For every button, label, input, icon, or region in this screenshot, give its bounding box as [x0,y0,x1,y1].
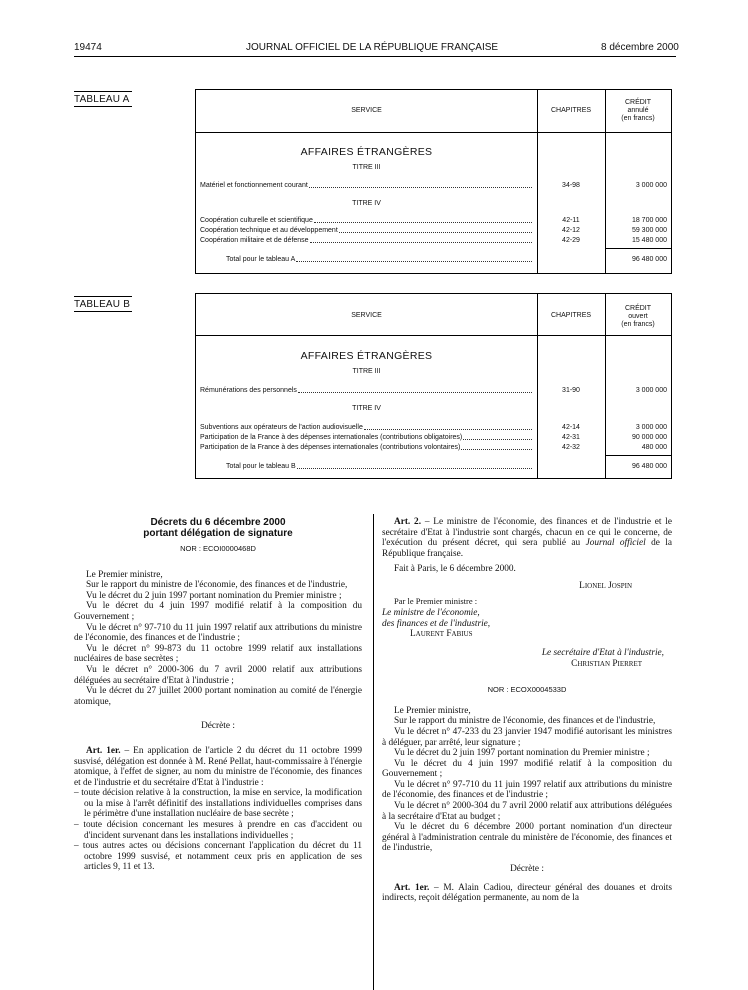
signature-jospin: Lionel Jospin [579,580,632,591]
paragraph: Vu le décret n° 2000-306 du 7 avril 2000 relatif aux attributions déléguées au secrétaire d'Etat à l'industrie ; [74,664,362,686]
paragraph: Vu le décret du 4 juin 1997 modifié relatif à la composition du Gouvernement ; [382,758,672,780]
paragraph: Vu le décret n° 2000-304 du 7 avril 2000 relatif aux attributions déléguées à la secrétaire d'Etat au budget ; [382,801,672,822]
total-amount: 96 480 000 [631,256,667,263]
col-credit-header-1: CRÉDIT [624,305,652,312]
right-column [382,517,672,904]
row-label: Participation de la France à des dépenses internationales (contributions volontaires) [200,444,461,451]
issue-date: 8 décembre 2000 [601,42,679,53]
decrete: Décrète : [201,721,235,732]
tableau-a-label: TABLEAU A [74,91,132,107]
article-text: – En application de l'article 2 du décret du 11 octobre 1999 susvisé, délégation est donnée à M. René Pellat, haut-commissaire à l'énergie atomique, à l'effet de signer, au nom du ministre de l'économie, des finances et de l'industrie et du secrétaire d'Etat à l'industrie : [74,745,362,788]
row-amount: 18 700 000 [631,217,667,224]
titre-4: TITRE IV [352,405,381,412]
leader-dots [309,181,532,188]
row-amount: 3 000 000 [635,387,667,394]
journal-name: Journal officiel [585,538,646,549]
decrete: Décrète : [510,864,544,875]
row-chapitre: 42-12 [562,227,580,234]
row-chapitre: 42-29 [562,237,580,244]
paragraph: Vu le décret n° 47-233 du 23 janvier 1947 modifié autorisant les ministres à déléguer, par arrêté, leur signature ; [382,726,672,748]
row-label: Matériel et fonctionnement courant [200,182,308,189]
leader-dots [339,226,532,233]
total-label: Total pour le tableau A [226,256,296,263]
article-text: – Le ministre de l'économie, des finances et de l'industrie et le secrétaire d'Etat à l'industrie sont chargés, chacun en ce qui le concerne, de l'exécution du présent décret, qui sera publié au [382,517,672,549]
bullet-list [74,788,362,873]
article-1 [74,746,362,788]
col-service-header: SERVICE [351,107,382,114]
table-row [200,216,533,225]
nor-reference: NOR : ECOX0004533D [487,685,567,695]
table-row [200,443,533,452]
minister-title-2: des finances et de l'industrie, [382,618,491,629]
titre-4: TITRE IV [352,200,381,207]
row-label: Coopération technique et au développement [200,227,338,234]
col-credit-header-2: annulé [627,107,649,114]
leader-dots [364,423,532,430]
paragraph: Sur le rapport du ministre de l'économie, des finances et de l'industrie, [86,580,348,591]
row-chapitre: 42-32 [562,444,580,451]
tableau-b [195,293,672,479]
header-divider [196,132,671,133]
row-chapitre: 31-90 [562,387,580,394]
tableau-a [195,89,672,274]
journal-title: JOURNAL OFFICIEL DE LA RÉPUBLIQUE FRANÇAISE [246,42,499,53]
row-chapitre: 34-98 [562,182,580,189]
article-label: Art. 2. [394,517,422,527]
nor-reference: NOR : ECOI0000468D [180,544,256,553]
leader-dots [310,236,532,243]
leader-dots [296,255,532,262]
col-credit-header-3: (en francs) [621,321,655,328]
row-chapitre: 42-14 [562,424,580,431]
paragraph: Vu le décret n° 97-710 du 11 juin 1997 relatif aux attributions du ministre de l'économie, des finances et de l'industrie ; [382,779,672,801]
decree-heading-1: Décrets du 6 décembre 2000 [150,517,286,528]
paragraph: Vu le décret n° 99-873 du 11 octobre 1999 relatif aux installations nucléaires de base secrètes ; [74,643,362,665]
list-item: – toute décision concernant les mesures à prendre en cas d'accident ou d'incident survenant dans les installations individuelles ; [74,820,362,841]
decree-heading-2: portant délégation de signature [143,528,293,539]
paragraph: Vu le décret du 4 juin 1997 modifié relatif à la composition du Gouvernement ; [74,601,362,622]
row-amount: 15 480 000 [631,237,667,244]
col-credit-header-2: ouvert [628,313,648,320]
paragraph: Sur le rapport du ministre de l'économie, des finances et de l'industrie, [394,716,656,727]
total-row [226,255,533,264]
total-row [226,462,533,471]
ministry-title: AFFAIRES ÉTRANGÈRES [300,350,433,362]
table-row [200,181,533,190]
total-amount: 96 480 000 [631,463,667,470]
article-text-end: de la République française. [382,538,673,559]
leader-dots [298,386,532,393]
col-credit-header-1: CRÉDIT [624,99,652,106]
total-rule [605,248,672,249]
table-row [200,236,533,245]
row-amount: 3 000 000 [635,424,667,431]
list-item: – toute décision relative à la construction, la mise en service, la modification ou la mise à l'arrêt définitif des installations individuelles comprises dans le périmètre d'une installation nucléaire de base secrète ; [74,788,362,820]
leader-dots [314,216,532,223]
paragraph: Vu le décret du 6 décembre 2000 portant nomination d'un directeur général à l'administration centrale du ministère de l'économie, des finances et de l'industrie, [382,822,672,854]
article-label: Art. 1er. [394,882,430,893]
page-number: 19474 [74,42,102,53]
row-label: Coopération culturelle et scientifique [200,217,313,224]
row-label: Coopération militaire et de défense [200,237,309,244]
par-premier-ministre: Par le Premier ministre : [394,595,478,606]
column-separator [373,514,374,990]
row-label: Rémunérations des personnels [200,387,297,394]
col-service-header: SERVICE [351,312,382,319]
place-date: Fait à Paris, le 6 décembre 2000. [394,564,516,575]
col-chapitres-header: CHAPITRES [550,312,592,319]
paragraph: Vu le décret du 27 juillet 2000 portant nomination au comité de l'énergie atomique, [74,686,362,707]
table-row [200,423,533,432]
paragraph: Vu le décret n° 97-710 du 11 juin 1997 relatif aux attributions du ministre de l'économie, des finances et de l'industrie ; [74,622,362,644]
article-2 [382,517,672,559]
article-label: Art. 1er. [86,745,121,756]
paragraph: Vu le décret du 2 juin 1997 portant nomination du Premier ministre ; [86,590,342,601]
article-text: – M. Alain Cadiou, directeur général des douanes et droits indirects, reçoit délégation permanente, au nom de la [382,882,673,904]
paragraph: Le Premier ministre, [86,569,163,580]
ministry-title: AFFAIRES ÉTRANGÈRES [300,146,433,158]
list-item: – tous autres actes ou décisions concernant l'application du décret du 11 octobre 1999 susvisé, et notamment ceux pris en application de ses articles 9, 11 et 13. [74,841,362,873]
total-label: Total pour le tableau B [226,463,296,470]
leader-dots [297,462,532,469]
signature-pierret: Christian Pierret [571,658,642,669]
col-credit-header-3: (en francs) [621,115,655,122]
row-chapitre: 42-31 [562,434,580,441]
table-row [200,386,533,395]
row-amount: 3 000 000 [635,182,667,189]
table-row [200,226,533,235]
titre-3: TITRE III [352,368,381,375]
total-rule [605,455,672,456]
paragraph: Vu le décret du 2 juin 1997 portant nomination du Premier ministre ; [394,748,650,759]
row-label: Participation de la France à des dépenses internationales (contributions obligatoires) [200,434,463,441]
row-chapitre: 42-11 [562,217,580,224]
row-amount: 480 000 [641,444,667,451]
col-chapitres-header: CHAPITRES [550,107,592,114]
row-amount: 59 300 000 [631,227,667,234]
article-1 [382,883,672,904]
leader-dots [461,443,532,450]
left-column [74,517,362,873]
leader-dots [463,433,532,440]
tableau-b-label: TABLEAU B [74,296,132,312]
header-rule [74,56,676,57]
row-amount: 90 000 000 [631,434,667,441]
header-divider [196,335,671,336]
minister-title-1: Le ministre de l'économie, [382,608,480,619]
table-row [200,433,533,442]
row-label: Subventions aux opérateurs de l'action audiovisuelle [200,424,363,431]
paragraph: Le Premier ministre, [394,705,471,716]
signature-fabius: Laurent Fabius [410,629,473,640]
titre-3: TITRE III [352,164,381,171]
secretary-title: Le secrétaire d'Etat à l'industrie, [541,647,664,658]
